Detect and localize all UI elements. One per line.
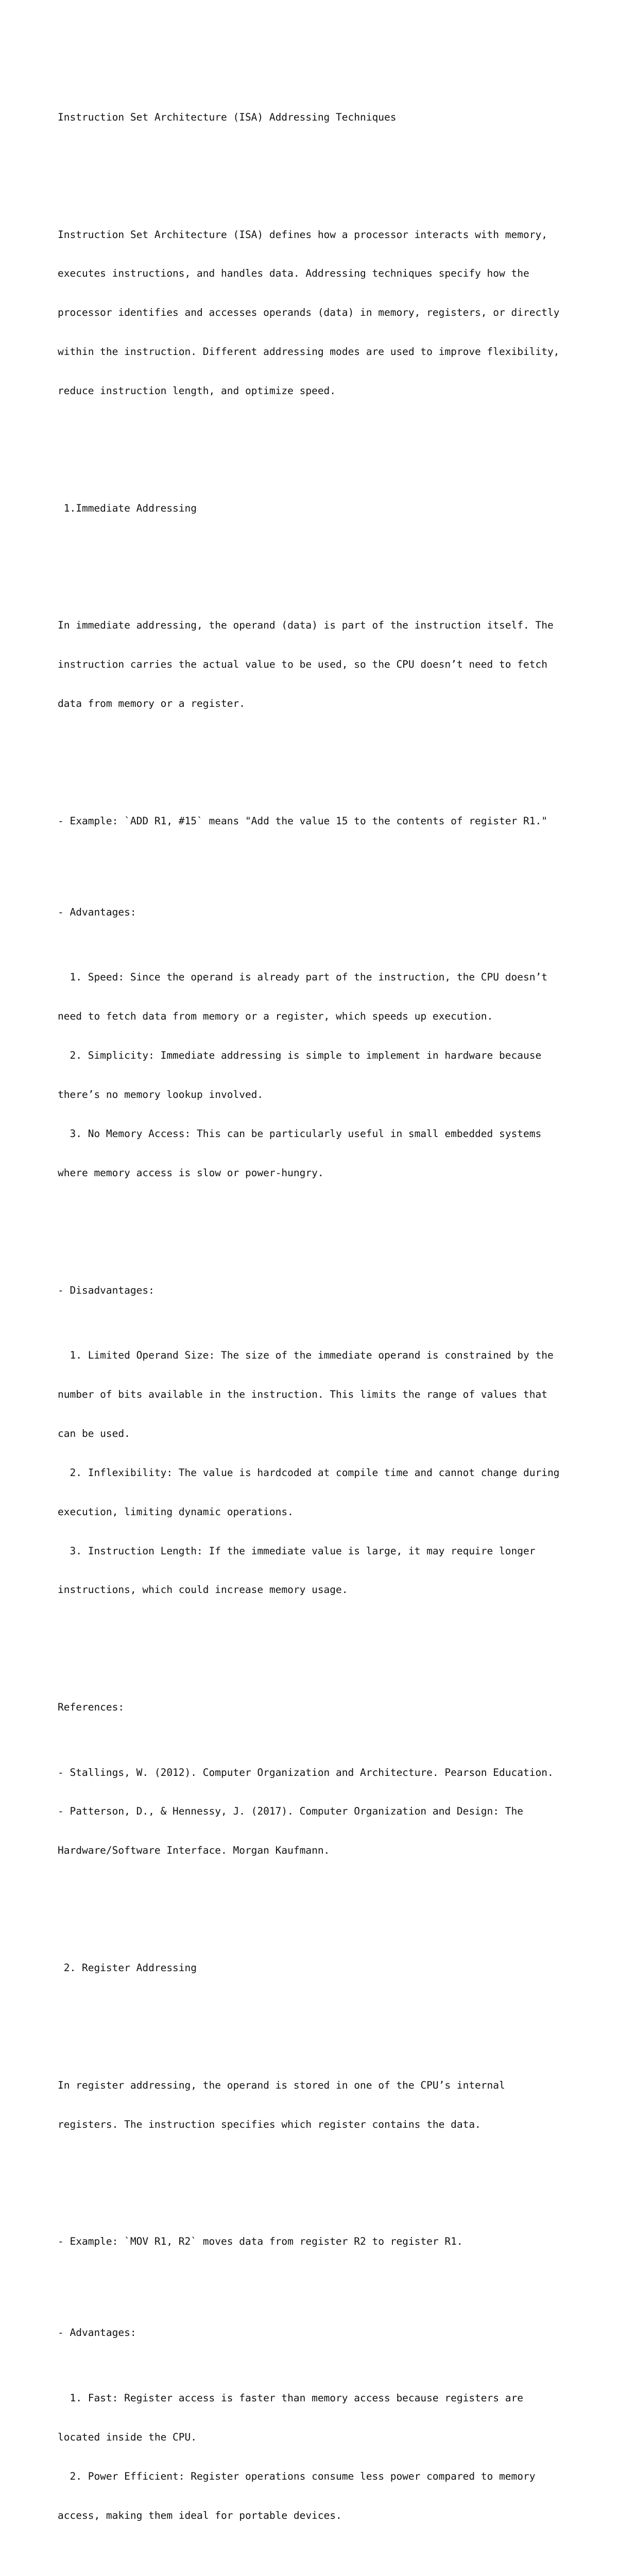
list-item: 3. No Memory Access: This can be particularly useful in small embedded systems <box>58 1128 542 1140</box>
spacer <box>58 2183 573 2196</box>
reference-item: - Stallings, W. (2012). Computer Organization and Architecture. Pearson Education. <box>58 1766 554 1778</box>
reference-item: - Patterson, D., & Hennessy, J. (2017). Computer Organization and Design: The <box>58 1805 523 1818</box>
document-title: Instruction Set Architecture (ISA) Addressing Techniques <box>58 111 397 123</box>
list-item: located inside the CPU. <box>58 2431 197 2443</box>
list-item: need to fetch data from memory or a register, which speeds up execution. <box>58 1010 493 1023</box>
description-line: data from memory or a register. <box>58 698 245 710</box>
list-item: there’s no memory lookup involved. <box>58 1089 264 1101</box>
list-item: access, making them ideal for portable devices. <box>58 2509 342 2521</box>
section1-example: - Example: `ADD R1, #15` means "Add the value 15 to the contents of register R1." <box>58 815 547 827</box>
description-line: In register addressing, the operand is stored in one of the CPU’s internal <box>58 2079 505 2091</box>
document-body <box>58 72 573 2576</box>
description-line: instruction carries the actual value to be used, so the CPU doesn’t need to fetch <box>58 658 547 671</box>
spacer <box>58 2001 573 2013</box>
section1-description <box>58 593 573 736</box>
spacer <box>58 854 573 867</box>
spacer <box>58 541 573 554</box>
intro-line: within the instruction. Different addressing modes are used to improve flexibility, <box>58 346 560 358</box>
list-item: 1. Speed: Since the operand is already part of the instruction, the CPU doesn’t <box>58 971 547 984</box>
section2-example: - Example: `MOV R1, R2` moves data from register R2 to register R1. <box>58 2235 463 2248</box>
spacer <box>58 450 573 463</box>
spacer <box>58 1909 573 1922</box>
spacer <box>58 1649 573 1662</box>
intro-paragraph <box>58 202 573 423</box>
section1-advantages-heading: - Advantages: <box>58 906 136 918</box>
description-line: registers. The instruction specifies which register contains the data. <box>58 2118 481 2130</box>
section1-disadvantages-heading: - Disadvantages: <box>58 1284 154 1296</box>
intro-line: Instruction Set Architecture (ISA) defines how a processor interacts with memory, <box>58 228 547 241</box>
list-item: can be used. <box>58 1427 130 1439</box>
list-item: number of bits available in the instruction. This limits the range of values that <box>58 1388 547 1400</box>
list-item: instructions, which could increase memory usage. <box>58 1584 348 1596</box>
list-item: 1. Limited Operand Size: The size of the immediate operand is constrained by the <box>58 1349 554 1362</box>
intro-line: reduce instruction length, and optimize speed. <box>58 385 336 397</box>
spacer <box>58 2274 573 2287</box>
section2-advantages-heading: - Advantages: <box>58 2327 136 2339</box>
list-item: 2. Inflexibility: The value is hardcoded at compile time and cannot change during <box>58 1466 560 1479</box>
section2-description <box>58 2053 573 2157</box>
section1-heading: 1.Immediate Addressing <box>58 502 197 514</box>
list-item: execution, limiting dynamic operations. <box>58 1505 294 1518</box>
intro-line: processor identifies and accesses operands (data) in memory, registers, or directly <box>58 307 560 319</box>
spacer <box>58 762 573 775</box>
spacer <box>58 1231 573 1244</box>
section1-disadvantages-list <box>58 1323 573 1623</box>
section2-advantages-list <box>58 2365 573 2548</box>
section2-heading: 2. Register Addressing <box>58 1962 197 1974</box>
list-item: 2. Simplicity: Immediate addressing is simple to implement in hardware because <box>58 1049 542 1062</box>
section1-advantages-list <box>58 945 573 1206</box>
list-item: where memory access is slow or power-hungry. <box>58 1166 324 1179</box>
reference-item: Hardware/Software Interface. Morgan Kaufmann. <box>58 1844 330 1857</box>
references-list <box>58 1740 573 1883</box>
references-heading: References: <box>58 1701 125 1714</box>
spacer <box>58 150 573 163</box>
list-item: 1. Fast: Register access is faster than memory access because registers are <box>58 2392 523 2404</box>
list-item: 2. Power Efficient: Register operations consume less power compared to memory <box>58 2470 536 2482</box>
description-line: In immediate addressing, the operand (data) is part of the instruction itself. The <box>58 619 554 632</box>
list-item: 3. Instruction Length: If the immediate value is large, it may require longer <box>58 1545 536 1557</box>
intro-line: executes instructions, and handles data. Addressing techniques specify how the <box>58 267 529 280</box>
